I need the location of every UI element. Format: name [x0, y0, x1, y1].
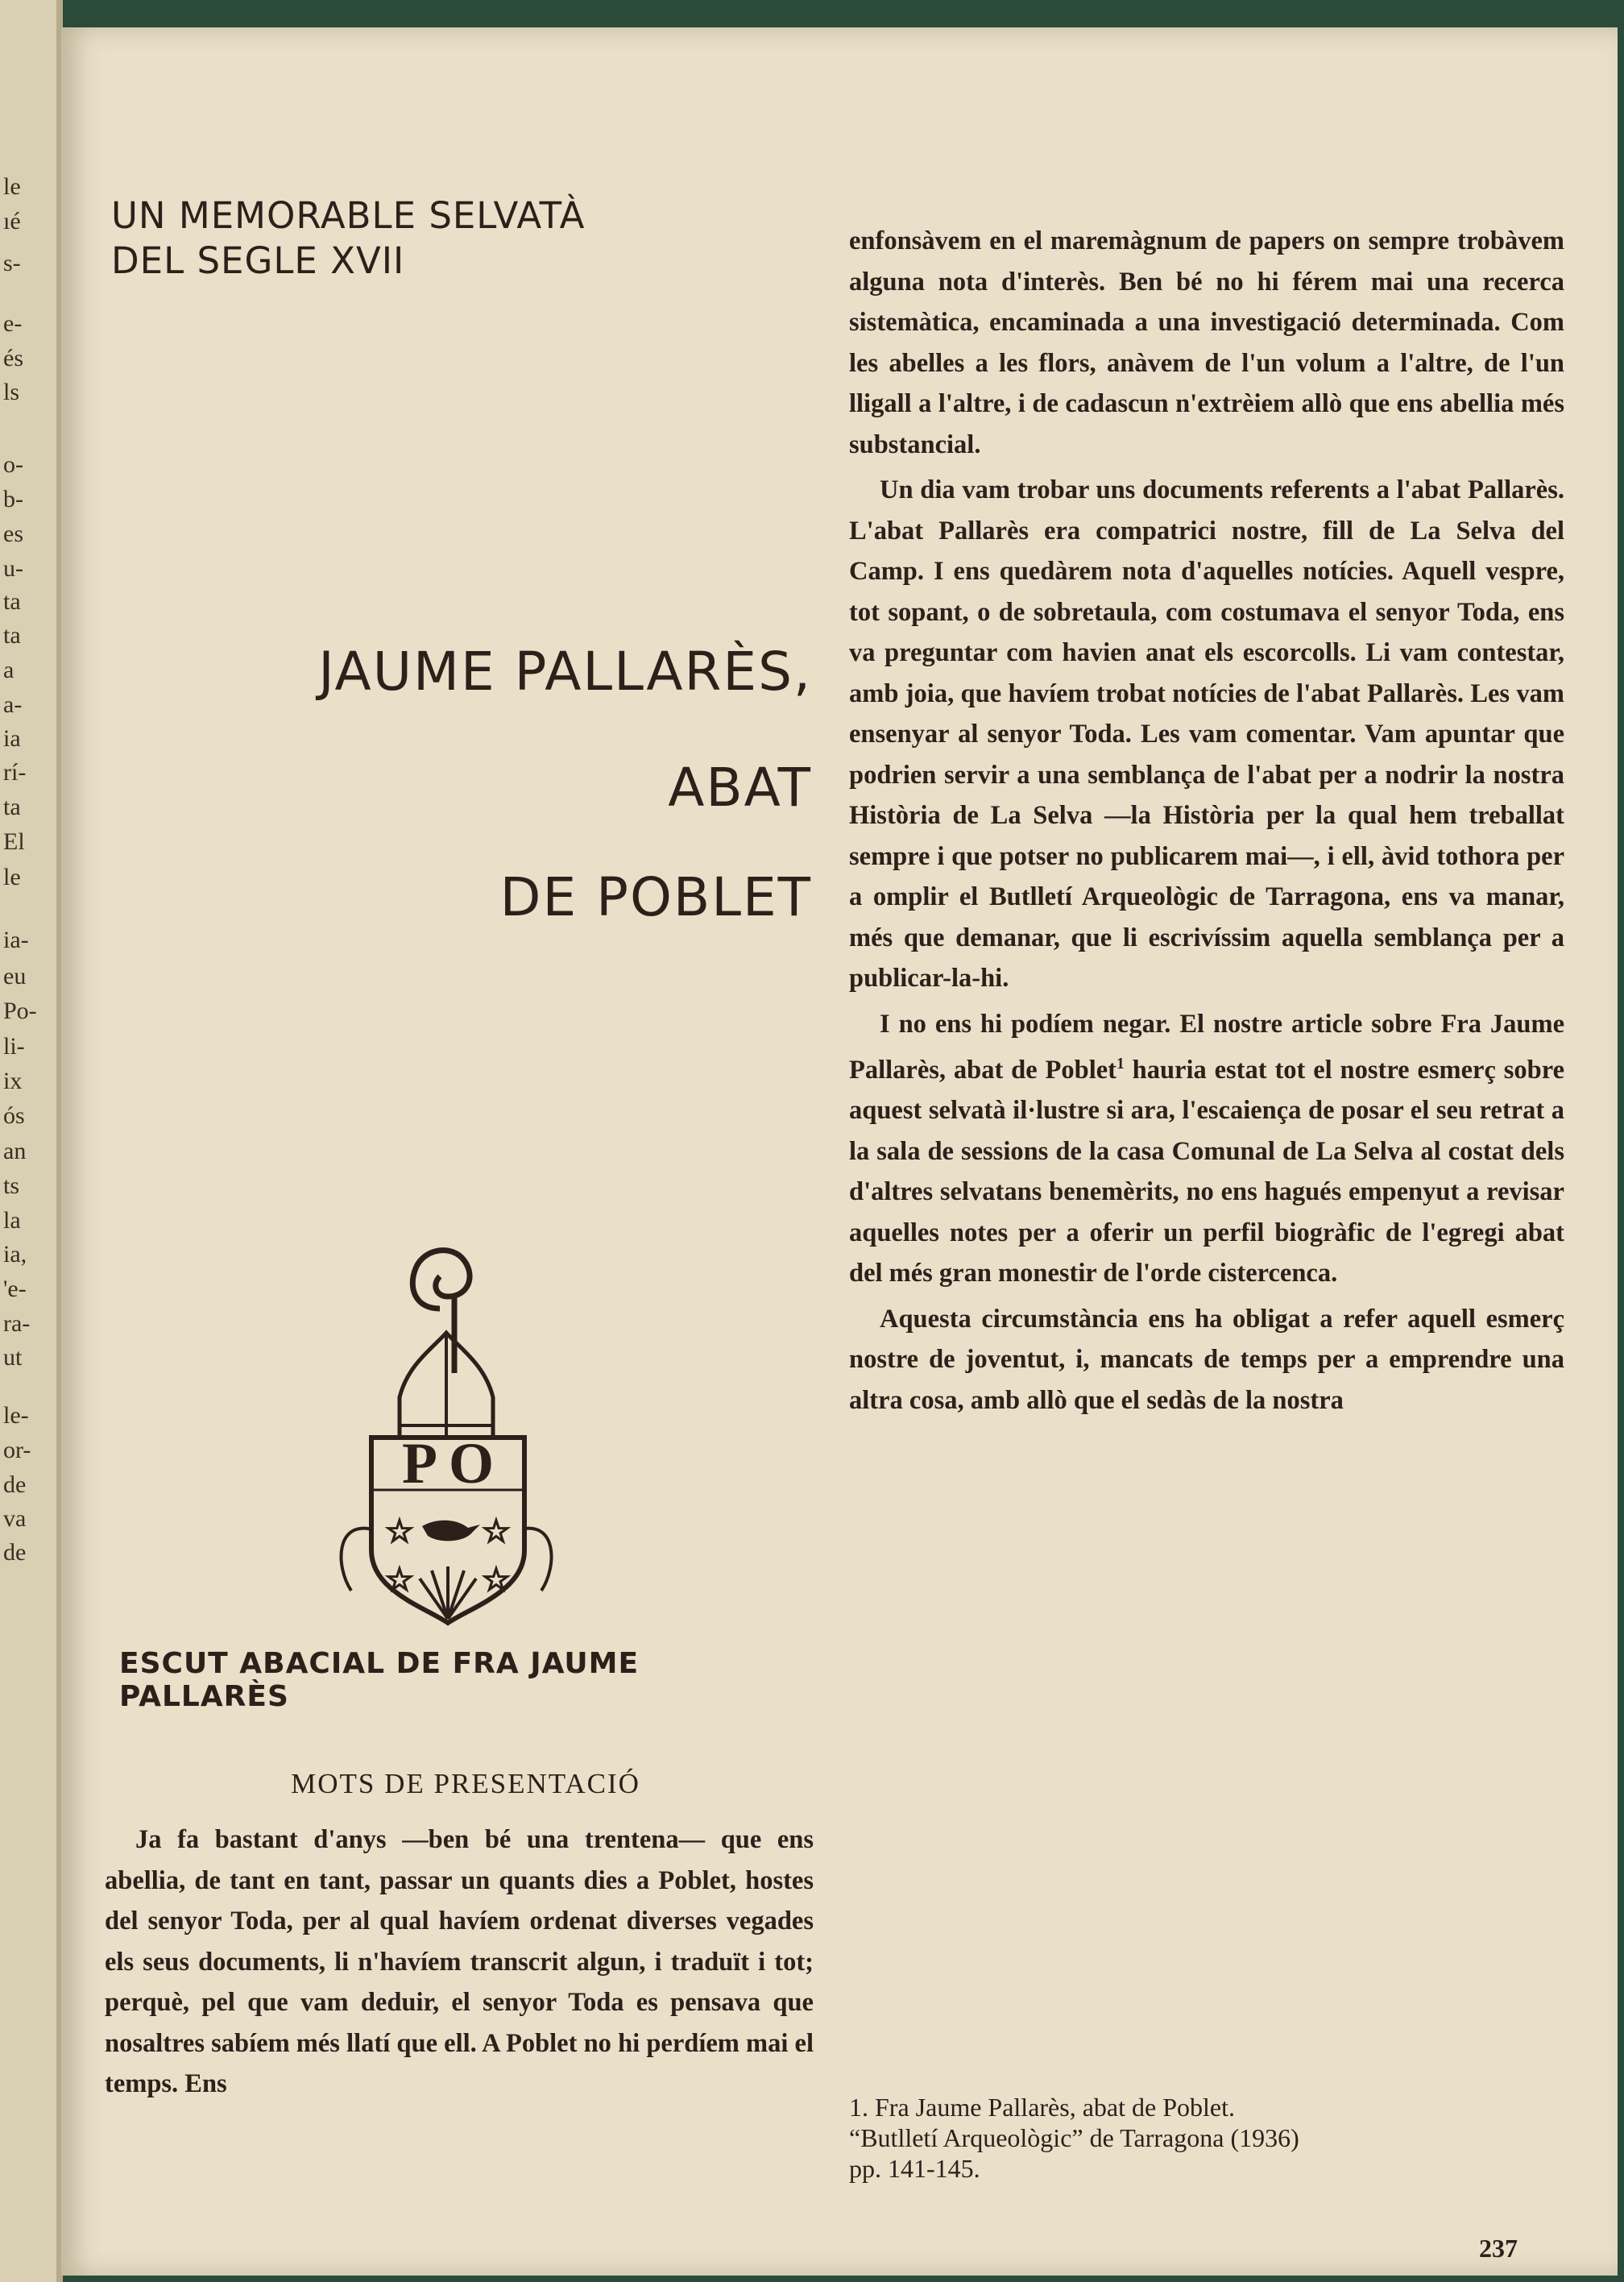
right-paragraph-4: Aquesta circumstància ens ha obligat a refer aquell esmerç nostre de joventut, i, mancats de temps per a emprendre una altra cosa, amb allò que el sedàs de la nostra: [849, 1304, 1564, 1415]
svg-text:☆: ☆: [482, 1562, 511, 1599]
right-paragraph-3-end: hauria estat tot el nostre esmerç sobre aquest selvatà il·lustre si ara, l'escaiença de posar el seu retrat a la sala de sessions de la casa Comunal de La Selva al costat dels d'altres selvatans benemèrits, no ens hagués empenyut a revisar aquelles notes per a oferir un perfil biogràfic de l'egregi abat del més gran monestir de l'orde cistercenca.: [849, 1055, 1565, 1288]
footnote-reference[interactable]: 1: [1116, 1056, 1125, 1073]
left-paragraph-1: Ja fa bastant d'anys —ben bé una trentena— que ens abellia, de tant en tant, passar un quants dies a Poblet, hostes del senyor Toda, per al qual havíem ordenat diverses vegades els seus documents, li n'havíem transcrit algun, i traduït i tot; perquè, pel que vam deduir, el senyor Toda es pensava que nosaltres sabíem més llatí que ell. A Poblet no hi perdíem mai el temps. Ens: [105, 1825, 814, 2098]
margin-fragment: rí-: [3, 759, 27, 786]
margin-fragment: a: [3, 657, 14, 683]
page: [61, 27, 1618, 2276]
margin-fragment: ia-: [3, 927, 29, 953]
kicker-line-2: DEL SEGLE XVII: [111, 239, 405, 282]
page-number: 237: [1479, 2234, 1518, 2263]
margin-fragment: ix: [3, 1068, 23, 1094]
right-paragraph-2: Un dia vam trobar uns documents referents a l'abat Pallarès. L'abat Pallarès era compatrici nostre, fill de La Selva del Camp. I ens quedàrem nota d'aquelles notícies. Aquell vespre, tot sopant, o de sobretaula, com costumava el senyor Toda, ens va preguntar com havien anat els escorcolls. Li vam contestar, amb joia, que havíem trobat notícies de l'abat Pallarès. Les vam ensenyar al senyor Toda. Les vam comentar. Vam apuntar que podrien servir a una semblança de l'abat per a nodrir la nostra Història de La Selva —la Història per la qual hem treballat sempre i que potser no publicarem mai—, i ell, àvid tothora per a omplir el Butlletí Arqueològic de Tarragona, ens va manar, més que demanar, que li escrivíssim aquella semblança per a publicar-la-hi.: [849, 475, 1564, 993]
margin-fragment: le: [3, 173, 21, 200]
svg-text:☆: ☆: [385, 1562, 414, 1599]
footnote: [849, 2092, 1564, 2184]
margin-fragment: de: [3, 1471, 27, 1498]
margin-fragment: de: [3, 1539, 27, 1566]
footnote-line-2: “Butlletí Arqueològic” de Tarragona (1936): [849, 2123, 1299, 2152]
right-paragraph-1: enfonsàvem en el maremàgnum de papers on sempre trobàvem alguna nota d'interès. Ben bé no hi férem mai una recerca sistemàtica, encaminada a una investigació determinada. Com les abelles a les flors, anàvem de l'un volum a l'altre, de l'un lligall a l'altre, i de cadascun n'extrèiem allò que ens abellia més substancial.: [849, 226, 1564, 459]
title-line-3: DE POBLET: [499, 866, 812, 928]
margin-fragment: ts: [3, 1172, 20, 1199]
margin-fragment: or-: [3, 1437, 31, 1463]
margin-fragment: ia: [3, 725, 21, 752]
margin-fragment: a-: [3, 691, 23, 718]
margin-fragment: ls: [3, 379, 20, 405]
margin-fragment: le: [3, 864, 21, 890]
margin-fragment: ta: [3, 794, 21, 820]
margin-fragment: és: [3, 345, 23, 371]
margin-fragment: an: [3, 1138, 27, 1164]
margin-fragment: Po-: [3, 998, 37, 1024]
title-line-1: JAUME PALLARÈS,: [318, 641, 812, 703]
margin-fragment: El: [3, 828, 25, 855]
footnote-line-1: 1. Fra Jaume Pallarès, abat de Poblet.: [849, 2093, 1235, 2122]
margin-fragment: ta: [3, 588, 21, 615]
margin-fragment: eu: [3, 963, 27, 990]
footnote-line-3: pp. 141-145.: [849, 2154, 980, 2183]
margin-fragment: es: [3, 521, 23, 547]
right-paragraph-3: [849, 1004, 1564, 1294]
svg-text:☆: ☆: [385, 1513, 414, 1550]
kicker-heading: [111, 193, 675, 284]
svg-text:☆: ☆: [482, 1513, 511, 1550]
margin-fragment: e-: [3, 310, 23, 337]
margin-fragment: 'e-: [3, 1276, 27, 1302]
margin-fragment: la: [3, 1207, 21, 1234]
margin-fragment: ós: [3, 1102, 25, 1129]
margin-fragment: ta: [3, 622, 21, 649]
abbatial-crest-icon: [319, 1212, 561, 1631]
margin-fragment: b-: [3, 486, 23, 512]
kicker-line-1: UN MEMORABLE SELVATÀ: [111, 194, 586, 237]
margin-fragment: li-: [3, 1033, 25, 1060]
left-column: [105, 1819, 814, 2110]
margin-fragment: ra-: [3, 1310, 31, 1337]
crest-caption: ESCUT ABACIAL DE FRA JAUME PALLARÈS: [119, 1647, 640, 1713]
margin-fragment: o-: [3, 451, 23, 478]
margin-fragment: le-: [3, 1402, 29, 1429]
section-heading: MOTS DE PRESENTACIÓ: [291, 1768, 640, 1799]
right-column: [849, 221, 1564, 1425]
right-paragraph-3-start: I no ens hi podíem negar. El nostre article sobre Fra Jaume Pallarès, abat de Poblet: [849, 1009, 1564, 1085]
margin-fragment: ia,: [3, 1241, 27, 1268]
margin-fragment: u-: [3, 555, 23, 582]
margin-fragment: va: [3, 1505, 27, 1532]
margin-fragment: s-: [3, 250, 21, 276]
title-line-2: ABAT: [668, 757, 812, 819]
previous-page-edge: [0, 0, 63, 2282]
margin-fragment: ut: [3, 1344, 23, 1371]
crest-letters: P O: [401, 1431, 495, 1496]
margin-fragment: ıé: [3, 208, 21, 234]
